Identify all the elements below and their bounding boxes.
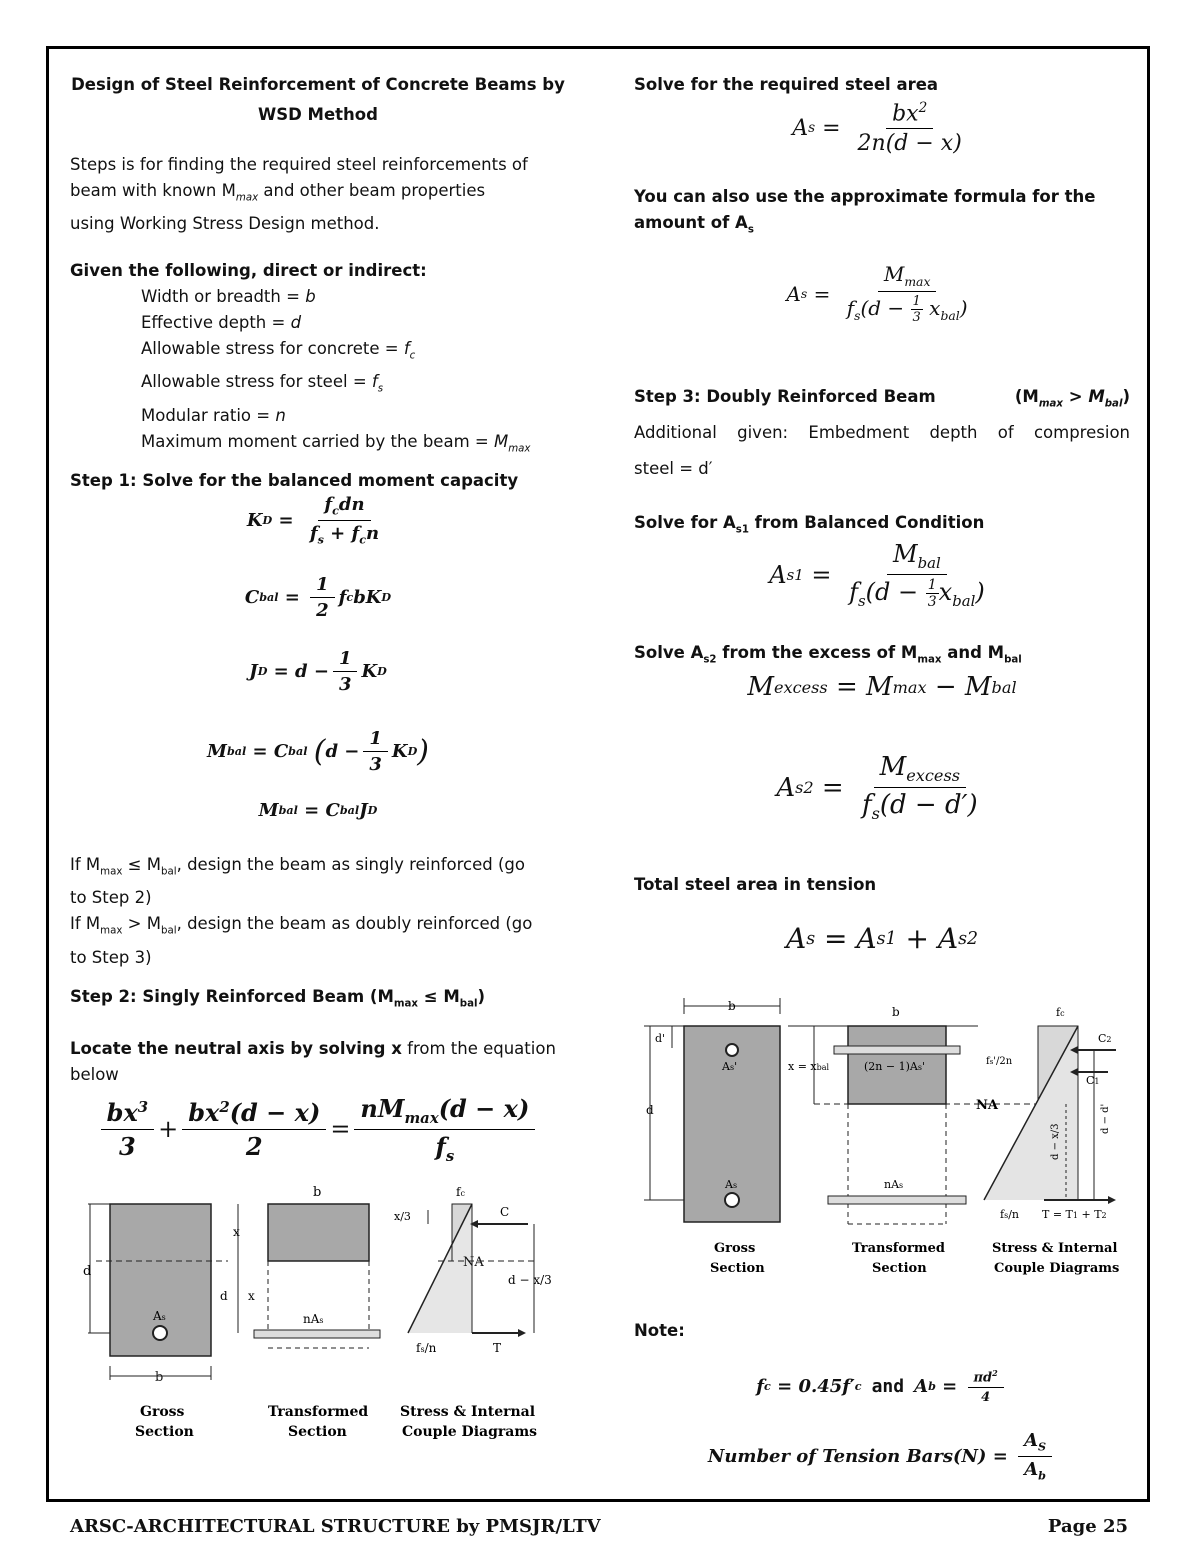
intro-line-3: using Working Stress Design method. [70, 214, 380, 234]
label-gross-2: Section [135, 1424, 194, 1440]
eq-as-approx: A s = $M_{max}$ $f_s(d$ − $\frac{1}{3}$ $x_{bal}$) [786, 262, 968, 325]
svg-text:b: b [313, 1185, 322, 1200]
page-title [70, 72, 566, 128]
given-item-mmax: Maximum moment carried by the beam = $M_{max}$ [141, 431, 531, 454]
svg-text:T = T1 + T2: T = T1 + T2 [1042, 1208, 1107, 1221]
svg-text:As: As [725, 1178, 738, 1191]
svg-text:x = xbal: x = xbal [788, 1060, 830, 1073]
condition-text [70, 852, 532, 971]
svg-text:fc: fc [1056, 1006, 1065, 1019]
step2-heading: Step 2: Singly Reinforced Beam $(M_{max} \le M_{bal})$ [70, 987, 486, 1010]
eq-jd: J D = d − $\frac{1}{3}$ K D [249, 648, 387, 695]
eq-mbal-2: M bal = C bal J D [258, 800, 378, 821]
given-item-fs: Allowable stress for steel = $f_s$ [141, 372, 384, 395]
svg-text:fs/n: fs/n [416, 1341, 437, 1355]
label2-stress-2: Couple Diagrams [994, 1261, 1120, 1276]
svg-text:C: C [500, 1205, 510, 1219]
singly-reinforced-diagram [78, 1180, 568, 1442]
step3-embedment: steel = d′ [634, 459, 713, 478]
label2-gross-1: Gross [714, 1241, 756, 1256]
svg-text:NA: NA [463, 1255, 484, 1270]
eq-neutral-axis: $\frac{bx^3}{3}$ + $\frac{bx^2(d - x)}{2}$ = $\frac{nM_{max}(d - x)}{f_s}$ [80, 1094, 556, 1165]
svg-text:x: x [248, 1289, 255, 1303]
svg-text:b: b [892, 1005, 900, 1019]
svg-text:NA: NA [976, 1098, 998, 1113]
svg-text:d: d [83, 1264, 92, 1279]
svg-text:d': d' [655, 1032, 666, 1045]
given-item-fc: Allowable stress for concrete = $f_c$ [141, 339, 416, 362]
eq-as-total: A s = A s1 + A s2 [785, 922, 979, 955]
svg-text:As': As' [722, 1060, 738, 1073]
svg-text:nAs: nAs [303, 1312, 324, 1326]
svg-text:C1: C1 [1086, 1074, 1100, 1087]
svg-text:As: As [153, 1309, 166, 1323]
svg-text:b: b [155, 1370, 164, 1385]
approx-text: You can also use the approximate formula for the amount of $A_s$ [634, 187, 1096, 236]
svg-text:d: d [646, 1103, 654, 1117]
eq-mbal-1: M bal = C bal ( d − $\frac{1}{3}$ K D ) [207, 728, 429, 775]
eq-cbal: C bal = $\frac{1}{2}$ f c bK D [244, 574, 392, 621]
eq-as1: A s1 = $M_{bal}$ $f_s(d$ − $\frac{1}{3}$ $x_{bal}$) [769, 540, 985, 610]
condition-line-2: to Step 2) [70, 888, 152, 908]
svg-text:d − x/3: d − x/3 [1050, 1123, 1061, 1160]
condition-line-1: If $M_{max} \le M_{bal}$, design the beam as singly reinforced (go [70, 855, 525, 878]
step1-heading: Step 1: Solve for the balanced moment capacity [70, 471, 519, 490]
intro-paragraph [70, 152, 528, 237]
step3-additional: Additional given: Embedment depth of compresion [634, 423, 1130, 442]
condition-line-4: to Step 3) [70, 947, 152, 967]
svg-text:(2n − 1)As': (2n − 1)As' [864, 1060, 925, 1073]
label-stress-2: Couple Diagrams [402, 1424, 538, 1440]
svg-text:d − x/3: d − x/3 [508, 1273, 552, 1287]
doubly-reinforced-diagram [638, 994, 1128, 1284]
eq-number-bars: Number of Tension Bars(N) = $\frac{A_S}{A_b}$ [634, 1430, 1130, 1482]
eq-note-fc-ab: f c = 0.45f′ c and A b = $\frac{\pi d^2}{4}$ [634, 1368, 1130, 1405]
svg-text:fs'/2n: fs'/2n [986, 1056, 1013, 1067]
svg-text:nAs: nAs [884, 1178, 904, 1191]
given-item-width: Width or breadth = b [141, 287, 316, 306]
step3-heading: Step 3: Doubly Reinforced Beam $(M_{max} > M_{bal})$ [634, 387, 1130, 410]
note-heading: Note: [634, 1321, 685, 1340]
label2-transformed-2: Section [872, 1261, 927, 1276]
label-stress-1: Stress & Internal [400, 1404, 536, 1420]
title-line-2: WSD Method [258, 105, 378, 124]
label2-stress-1: Stress & Internal [992, 1241, 1118, 1256]
eq-kd: K D = $\frac{f_cdn}{f_s + f_cn}$ [246, 494, 380, 547]
svg-text:d: d [220, 1289, 228, 1303]
label2-transformed-1: Transformed [852, 1241, 945, 1256]
intro-line-1: Steps is for finding the required steel reinforcements of [70, 155, 528, 174]
svg-text:x/3: x/3 [394, 1210, 411, 1223]
total-steel-heading: Total steel area in tension [634, 875, 877, 894]
intro-line-2: beam with known $M_{max}$ and other beam properties [70, 181, 486, 204]
eq-as2: A s2 = $\frac{M_{excess}}{f_s(d - d')}$ [776, 752, 978, 824]
condition-line-3: If $M_{max} > M_{bal}$, design the beam as doubly reinforced (go [70, 914, 533, 937]
eq-mexcess: M excess = M max − M bal [747, 672, 1017, 702]
solve-as2-heading: Solve $A_{s2}$ from the excess of $M_{max}$ and $M_{bal}$ [634, 643, 1022, 666]
svg-text:T: T [493, 1341, 502, 1355]
given-item-n: Modular ratio = n [141, 405, 286, 425]
eq-as-exact: A s = $\frac{bx^2}{2n(d - x)}$ [792, 100, 962, 157]
label-transformed-1: Transformed [268, 1404, 369, 1420]
footer-page-number: Page 25 [1047, 1516, 1128, 1537]
svg-text:x: x [233, 1225, 240, 1239]
svg-text:C2: C2 [1098, 1032, 1112, 1045]
svg-text:fc: fc [456, 1185, 465, 1199]
label-gross-1: Gross [140, 1404, 185, 1420]
solve-as1-heading: Solve for $A_{s1}$ from Balanced Condition [634, 513, 985, 536]
svg-text:fs/n: fs/n [1000, 1208, 1019, 1221]
locate-text: Locate the neutral axis by solving x from the equation below [70, 1039, 556, 1084]
svg-text:b: b [728, 999, 736, 1013]
given-item-depth: Effective depth = d [141, 313, 302, 332]
label2-gross-2: Section [710, 1261, 765, 1276]
svg-text:d − d': d − d' [1100, 1103, 1111, 1134]
label-transformed-2: Section [288, 1424, 347, 1440]
title-line-1: Design of Steel Reinforcement of Concrete Beams by [71, 75, 565, 94]
given-heading: Given the following, direct or indirect: [70, 261, 427, 280]
given-list [141, 284, 530, 462]
solve-required-heading: Solve for the required steel area [634, 75, 939, 94]
footer-left: ARSC-ARCHITECTURAL STRUCTURE by PMSJR/LTV [70, 1516, 601, 1537]
